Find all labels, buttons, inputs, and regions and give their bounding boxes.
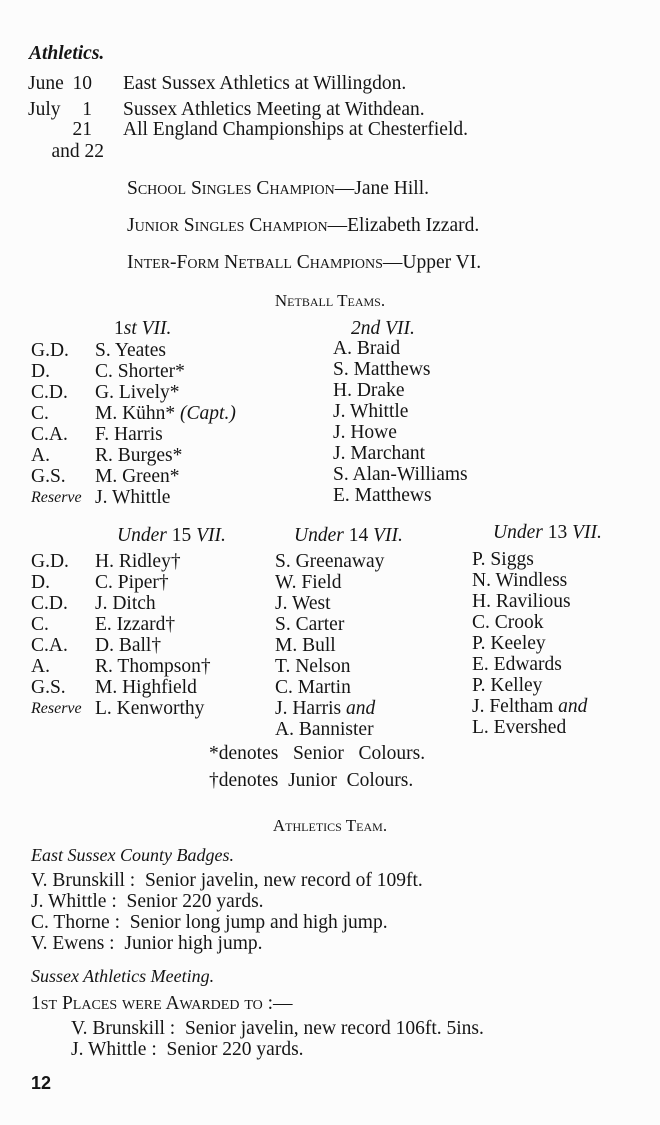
result: Senior 220 yards. xyxy=(166,1039,304,1060)
under14-heading: Under 14 VII. xyxy=(294,525,403,546)
position: Reserve xyxy=(31,700,82,717)
position: C.A. xyxy=(31,635,68,656)
under13-heading: Under 13 VII. xyxy=(493,522,602,543)
player: P. Kelley xyxy=(472,675,543,696)
player: C. Martin xyxy=(275,677,351,698)
player: C. Crook xyxy=(472,612,544,633)
county-badges-list xyxy=(31,870,423,954)
captain-note: (Capt.) xyxy=(180,403,236,424)
player: N. Windless xyxy=(472,570,568,591)
player: M. Green* xyxy=(95,466,180,487)
player: E. Matthews xyxy=(333,485,432,506)
player: F. Harris xyxy=(95,424,163,445)
awarded-line: 1st Places were Awarded to :— xyxy=(31,993,293,1014)
player: J. West xyxy=(275,593,331,614)
fixture-day: 1 xyxy=(82,99,92,120)
position: C.A. xyxy=(31,424,68,445)
player: M. Highfield xyxy=(95,677,197,698)
under15-roster xyxy=(31,551,211,719)
position: Reserve xyxy=(31,489,82,506)
player: C. Piper† xyxy=(95,572,169,593)
under13-roster: P. Siggs N. Windless H. Ravilious C. Crook P. Keeley E. Edwards P. Kelley J. Feltham and L. Evershed xyxy=(472,549,588,738)
player: A. Bannister xyxy=(275,719,374,740)
champion-line: Junior Singles Champion—Elizabeth Izzard. xyxy=(127,215,480,236)
page-number: 12 xyxy=(31,1073,52,1093)
section-title: Athletics. xyxy=(29,43,105,64)
athlete: V. Ewens : xyxy=(31,933,115,954)
position: C. xyxy=(31,403,49,424)
player: H. Ridley† xyxy=(95,551,181,572)
champion-winner: Jane Hill. xyxy=(354,178,430,199)
player: A. Braid xyxy=(333,338,401,359)
second-vii-roster xyxy=(333,338,468,506)
player: S. Carter xyxy=(275,614,345,635)
key-senior-colours: *denotes Senior Colours. xyxy=(209,743,426,764)
position: C.D. xyxy=(31,382,68,403)
athlete: V. Brunskill : xyxy=(71,1018,176,1039)
position: G.D. xyxy=(31,340,69,361)
player: E. Izzard† xyxy=(95,614,176,635)
player: J. Marchant xyxy=(333,443,426,464)
result: Senior long jump and high jump. xyxy=(129,912,388,933)
result: Junior high jump. xyxy=(124,933,263,954)
champion-title: School Singles Champion xyxy=(127,178,335,199)
position: G.S. xyxy=(31,466,66,487)
player: R. Burges* xyxy=(95,445,183,466)
player: L. Evershed xyxy=(472,717,567,738)
player: P. Siggs xyxy=(472,549,534,570)
champion-line: Inter-Form Netball Champions—Upper VI. xyxy=(127,252,482,273)
player: W. Field xyxy=(275,572,342,593)
sussex-meeting-list xyxy=(71,1018,484,1060)
player: J. Whittle xyxy=(333,401,409,422)
player: L. Kenworthy xyxy=(95,698,205,719)
result: Senior 220 yards. xyxy=(126,891,264,912)
player: J. Howe xyxy=(333,422,397,443)
fixture-event: Sussex Athletics Meeting at Withdean. xyxy=(123,99,425,120)
player: J. Ditch xyxy=(95,593,156,614)
second-vii-heading: 2nd VII. xyxy=(351,318,415,339)
first-vii-roster xyxy=(31,340,236,508)
player: D. Ball† xyxy=(95,635,162,656)
result: Senior javelin, new record 106ft. 5ins. xyxy=(184,1018,484,1039)
county-badges-heading: East Sussex County Badges. xyxy=(31,845,234,865)
under14-roster: S. Greenaway W. Field J. West S. Carter M. Bull T. Nelson C. Martin J. Harris and A. Bannister xyxy=(275,551,385,740)
position: A. xyxy=(31,445,50,466)
player: J. Harris xyxy=(275,698,346,719)
fixture-event: East Sussex Athletics at Willingdon. xyxy=(123,73,407,94)
player: J. Feltham xyxy=(472,696,559,717)
first-vii-heading: 1st VII. xyxy=(114,318,172,339)
player: J. Whittle xyxy=(95,487,171,508)
athlete: C. Thorne : xyxy=(31,912,121,933)
player: S. Greenaway xyxy=(275,551,385,572)
player: S. Matthews xyxy=(333,359,431,380)
champion-winner: Elizabeth Izzard. xyxy=(347,215,480,236)
sussex-meeting-heading: Sussex Athletics Meeting. xyxy=(31,966,215,986)
netball-teams-heading: Netball Teams. xyxy=(274,291,386,310)
champion-title: Inter-Form Netball Champions xyxy=(127,252,383,273)
fixture-month: July xyxy=(28,99,61,120)
athlete: J. Whittle : xyxy=(71,1039,157,1060)
fixture-day: 10 xyxy=(72,73,92,94)
player: E. Edwards xyxy=(472,654,562,675)
player: T. Nelson xyxy=(275,656,351,677)
position: C. xyxy=(31,614,49,635)
under15-heading: Under 15 VII. xyxy=(117,525,226,546)
fixture-day: 21 xyxy=(72,119,92,140)
athlete: V. Brunskill : xyxy=(31,870,136,891)
player: S. Alan-Williams xyxy=(333,464,468,485)
fixture-event: All England Championships at Chesterfield. xyxy=(123,119,468,140)
position: D. xyxy=(31,361,50,382)
player: H. Drake xyxy=(333,380,405,401)
player: G. Lively* xyxy=(95,382,180,403)
champion-line: School Singles Champion—Jane Hill. xyxy=(127,178,430,199)
champion-winner: Upper VI. xyxy=(402,252,482,273)
player: R. Thompson† xyxy=(95,656,211,677)
player: M. Kühn* xyxy=(95,403,176,424)
player: M. Bull xyxy=(275,635,336,656)
player: C. Shorter* xyxy=(95,361,185,382)
key-junior-colours: †denotes Junior Colours. xyxy=(209,770,414,791)
champion-title: Junior Singles Champion xyxy=(127,215,328,236)
position: G.S. xyxy=(31,677,66,698)
fixture-month: June xyxy=(28,73,64,94)
result: Senior javelin, new record of 109ft. xyxy=(144,870,423,891)
player: H. Ravilious xyxy=(472,591,571,612)
player: S. Yeates xyxy=(95,340,166,361)
position: A. xyxy=(31,656,50,677)
position: G.D. xyxy=(31,551,69,572)
position: C.D. xyxy=(31,593,68,614)
fixture-day: and 22 xyxy=(51,141,104,162)
position: D. xyxy=(31,572,50,593)
athlete: J. Whittle : xyxy=(31,891,117,912)
player: P. Keeley xyxy=(472,633,546,654)
athletics-team-heading: Athletics Team. xyxy=(272,816,388,835)
